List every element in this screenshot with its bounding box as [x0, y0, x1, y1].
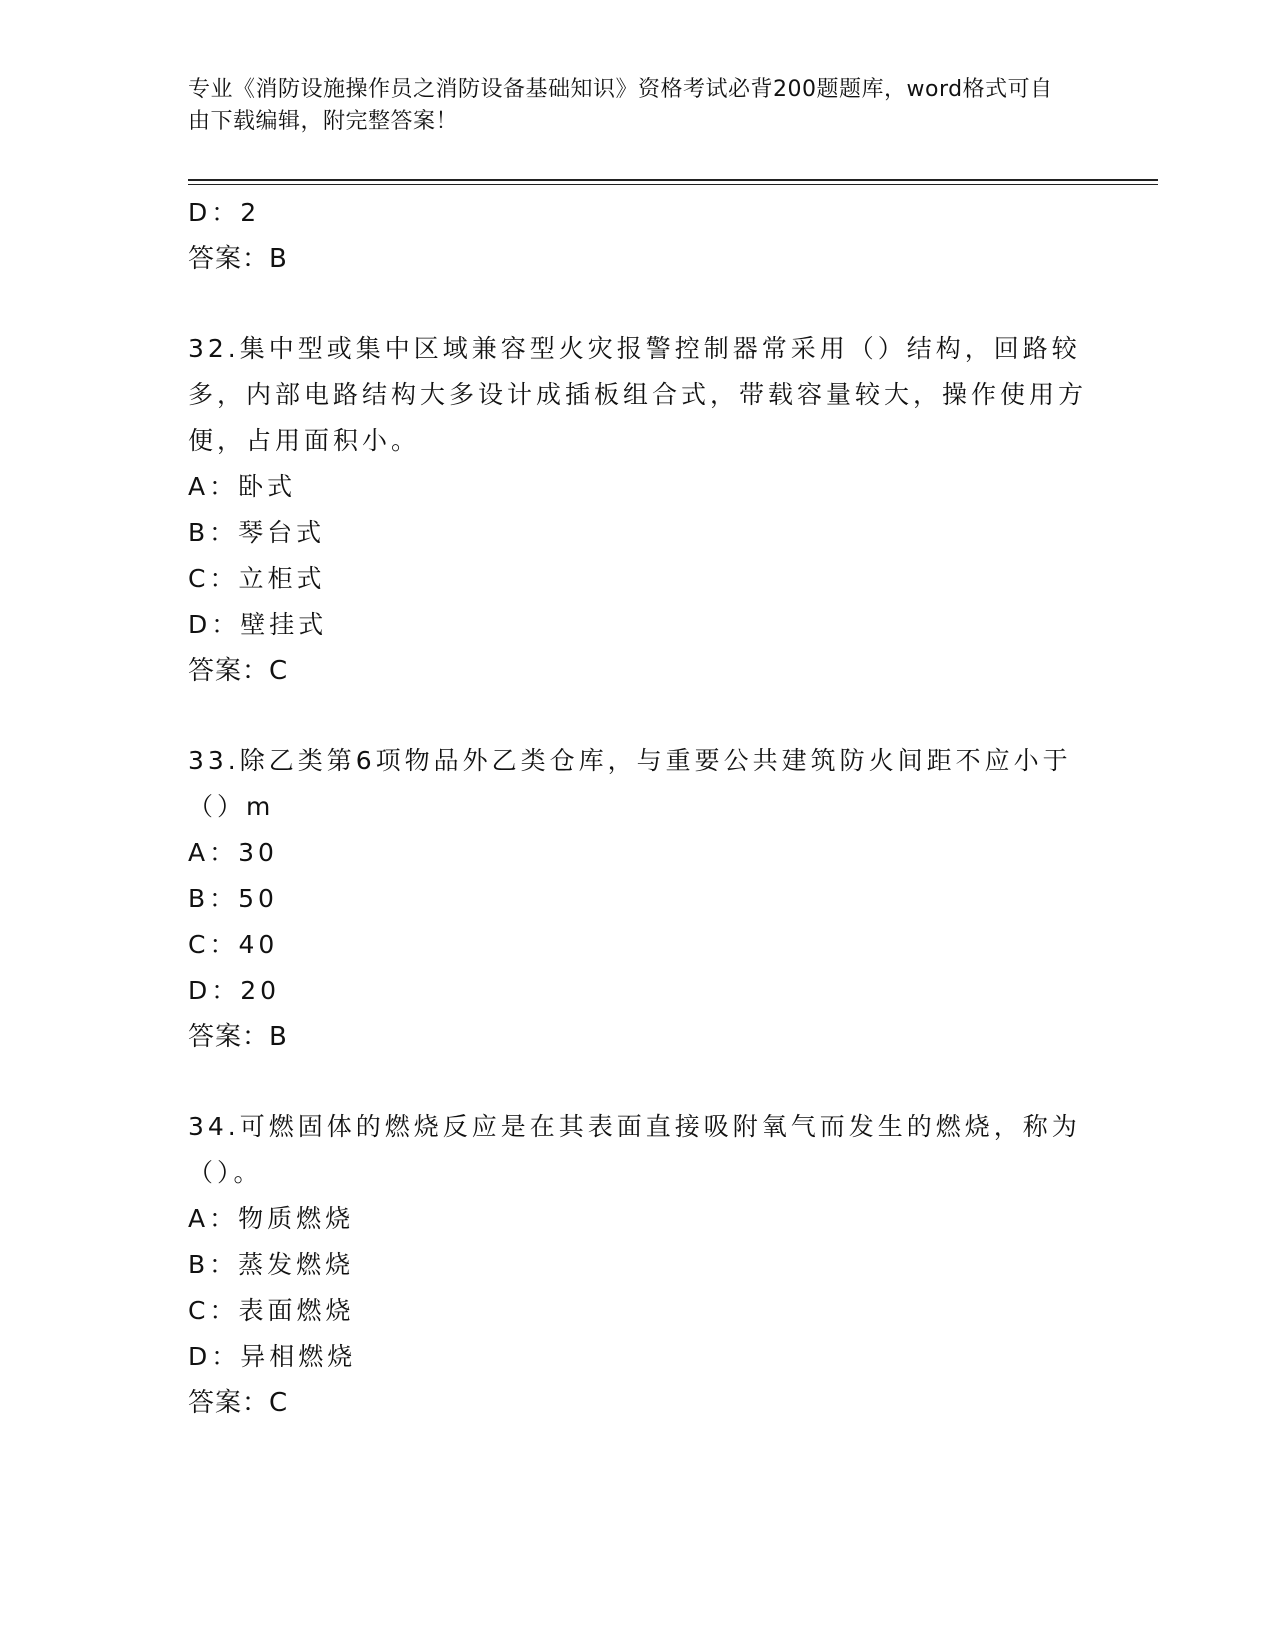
- spacer: [188, 694, 1088, 738]
- question-33: [188, 738, 1088, 1060]
- prev-option-d: D：2: [188, 198, 261, 227]
- option-b: B：蒸发燃烧: [188, 1250, 355, 1279]
- question-32: [188, 326, 1088, 694]
- option-c: C：40: [188, 930, 279, 959]
- spacer: [188, 282, 1088, 326]
- page-header: [188, 74, 1068, 138]
- prev-answer: 答案：B: [188, 244, 288, 274]
- option-a: A：物质燃烧: [188, 1204, 355, 1233]
- answer: 答案：B: [188, 1022, 288, 1052]
- document-title: 专业《消防设施操作员之消防设备基础知识》资格考试必背200题题库，word格式可自由下载编辑，附完整答案！: [188, 77, 1053, 134]
- option-d: D：20: [188, 976, 281, 1005]
- answer: 答案：C: [188, 1388, 289, 1418]
- option-b: B：琴台式: [188, 518, 326, 547]
- question-34: [188, 1104, 1088, 1426]
- option-d: D：壁挂式: [188, 610, 328, 639]
- header-divider: [188, 179, 1158, 185]
- option-c: C：表面燃烧: [188, 1296, 355, 1325]
- answer: 答案：C: [188, 656, 289, 686]
- question-stem: 34.可燃固体的燃烧反应是在其表面直接吸附氧气而发生的燃烧，称为（）。: [188, 1112, 1081, 1187]
- spacer: [188, 1060, 1088, 1104]
- option-c: C：立柜式: [188, 564, 326, 593]
- question-stem: 33.除乙类第6项物品外乙类仓库，与重要公共建筑防火间距不应小于（）m: [188, 746, 1072, 821]
- document-body: [188, 190, 1088, 1426]
- option-d: D：异相燃烧: [188, 1342, 357, 1371]
- question-stem: 32.集中型或集中区域兼容型火灾报警控制器常采用（）结构，回路较多，内部电路结构大多设计成插板组合式，带载容量较大，操作使用方便，占用面积小。: [188, 334, 1088, 455]
- option-a: A：卧式: [188, 472, 297, 501]
- option-a: A：30: [188, 838, 278, 867]
- option-b: B：50: [188, 884, 278, 913]
